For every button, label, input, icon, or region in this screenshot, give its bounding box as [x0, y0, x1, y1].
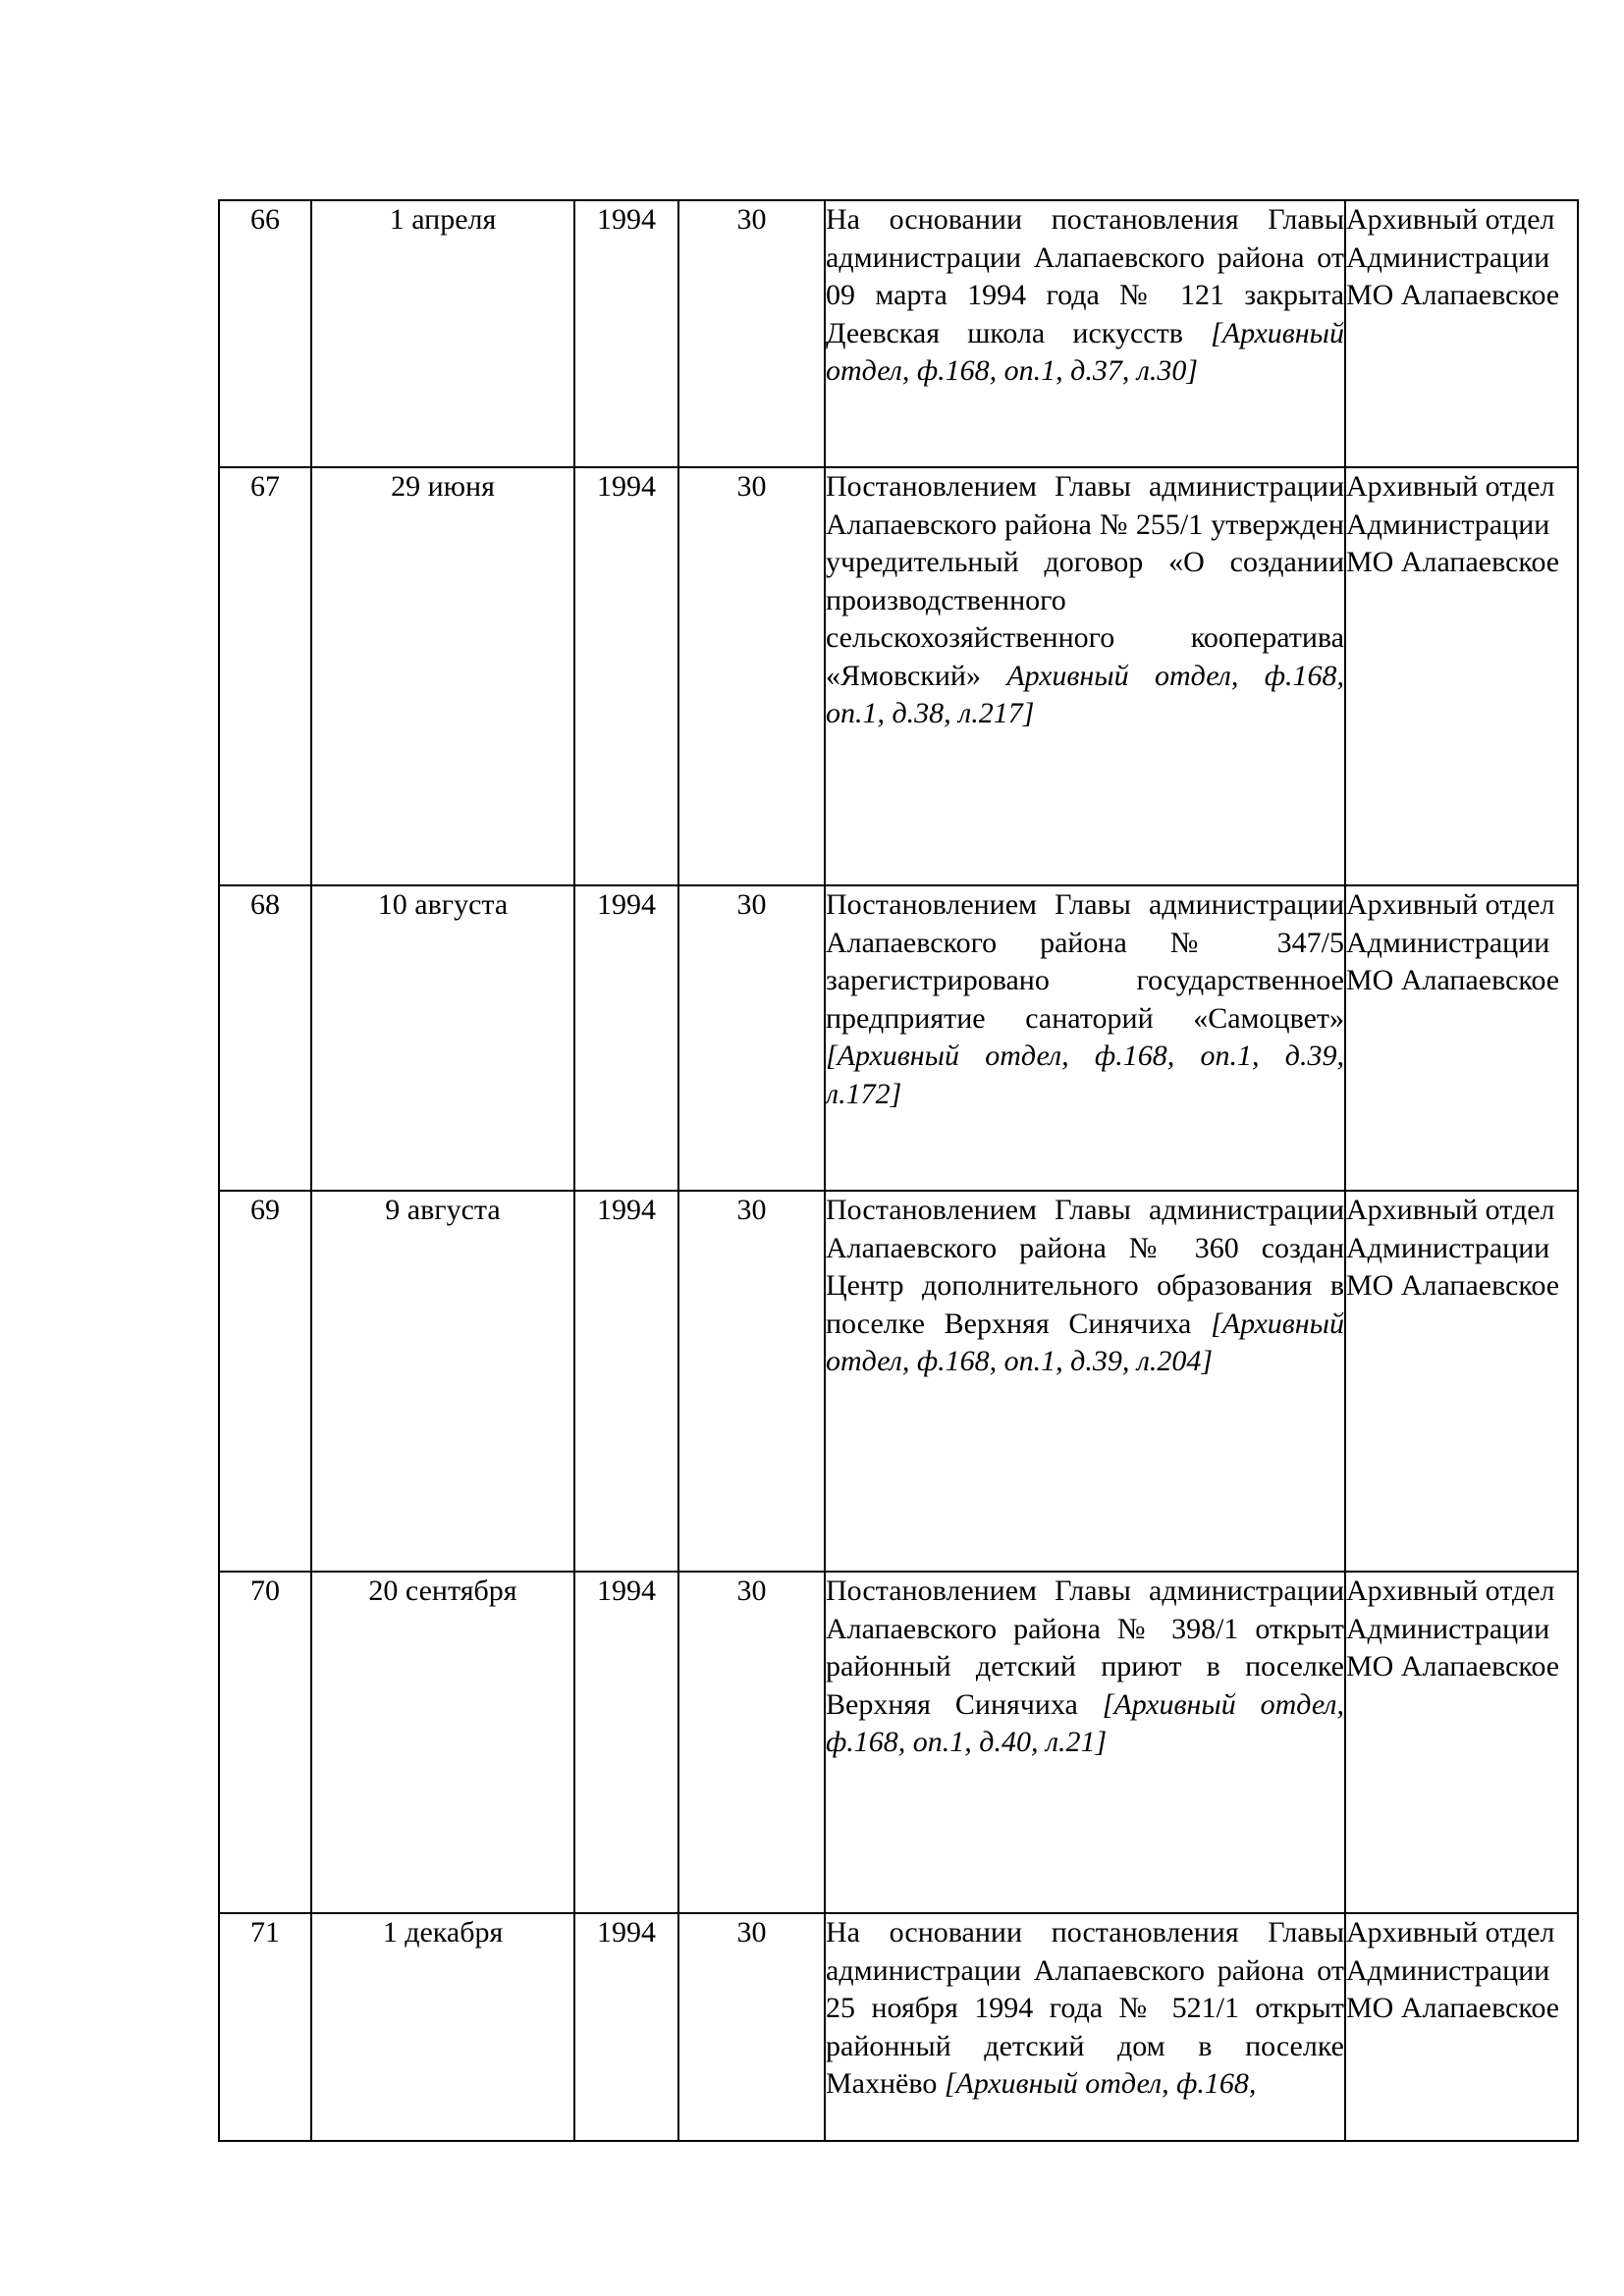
row-number: 67	[219, 467, 311, 885]
row-date: 1 декабря	[311, 1913, 574, 2141]
row-description	[825, 467, 1345, 885]
row-date: 1 апреля	[311, 200, 574, 467]
row-description	[825, 1572, 1345, 1913]
table-row	[219, 200, 1578, 467]
row-description	[825, 885, 1345, 1191]
chronicle-table	[218, 199, 1579, 2142]
row-source: Архивный отдел Администрации МО Алапаевское	[1345, 1572, 1578, 1913]
table-row	[219, 1572, 1578, 1913]
archive-citation: [Архивный отдел, ф.168, оп.1, д.37, л.30]	[826, 316, 1344, 387]
description-text: На основании постановления Главы администрации Алапаевского района от 09 марта 1994 года № 121 закрыта Деевская школа искусств	[826, 203, 1344, 349]
table-row	[219, 1913, 1578, 2141]
row-year: 1994	[574, 1913, 678, 2141]
description-text: Постановлением Главы администрации Алапаевского района № 255/1 утвержден учредительный договор «О создании производственного сельскохозяйственного кооператива «Ямовский»	[826, 470, 1344, 692]
table-row	[219, 467, 1578, 885]
row-date: 9 августа	[311, 1191, 574, 1572]
row-volume: 30	[678, 1913, 825, 2141]
archive-citation: [Архивный отдел, ф.168, оп.1, д.39, л.204]	[826, 1307, 1344, 1377]
table-row	[219, 885, 1578, 1191]
row-source: Архивный отдел Администрации МО Алапаевское	[1345, 885, 1578, 1191]
archive-citation: [Архивный отдел, ф.168, оп.1, д.39, л.172]	[826, 1040, 1344, 1110]
row-description	[825, 200, 1345, 467]
description-text: На основании постановления Главы администрации Алапаевского района от 25 ноября 1994 года № 521/1 открыт районный детский дом в поселке Махнёво	[826, 1916, 1344, 2100]
description-text: Постановлением Главы администрации Алапаевского района № 398/1 открыт районный детский приют в поселке Верхняя Синячиха	[826, 1575, 1344, 1721]
row-description	[825, 1191, 1345, 1572]
row-number: 71	[219, 1913, 311, 2141]
row-year: 1994	[574, 885, 678, 1191]
archive-citation: Архивный отдел, ф.168, оп.1, д.38, л.217]	[826, 659, 1345, 729]
row-source: Архивный отдел Администрации МО Алапаевское	[1345, 467, 1578, 885]
row-volume: 30	[678, 1572, 825, 1913]
row-number: 68	[219, 885, 311, 1191]
row-date: 29 июня	[311, 467, 574, 885]
description-text: Постановлением Главы администрации Алапаевского района № 347/5 зарегистрировано государственное предприятие санаторий «Самоцвет»	[826, 888, 1344, 1035]
row-volume: 30	[678, 467, 825, 885]
row-year: 1994	[574, 467, 678, 885]
row-number: 70	[219, 1572, 311, 1913]
row-number: 66	[219, 200, 311, 467]
row-description	[825, 1913, 1345, 2141]
archive-citation: [Архивный отдел, ф.168, оп.1, д.40, л.21]	[826, 1687, 1344, 1758]
row-year: 1994	[574, 1572, 678, 1913]
row-year: 1994	[574, 1191, 678, 1572]
row-date: 20 сентября	[311, 1572, 574, 1913]
row-source: Архивный отдел Администрации МО Алапаевское	[1345, 200, 1578, 467]
row-year: 1994	[574, 200, 678, 467]
row-source: Архивный отдел Администрации МО Алапаевское	[1345, 1913, 1578, 2141]
row-volume: 30	[678, 1191, 825, 1572]
row-source: Архивный отдел Администрации МО Алапаевское	[1345, 1191, 1578, 1572]
archive-citation: [Архивный отдел, ф.168,	[944, 2067, 1257, 2100]
row-date: 10 августа	[311, 885, 574, 1191]
table-row	[219, 1191, 1578, 1572]
row-volume: 30	[678, 200, 825, 467]
description-text: Постановлением Главы администрации Алапаевского района № 360 создан Центр дополнительного образования в поселке Верхняя Синячиха	[826, 1194, 1344, 1340]
row-volume: 30	[678, 885, 825, 1191]
row-number: 69	[219, 1191, 311, 1572]
